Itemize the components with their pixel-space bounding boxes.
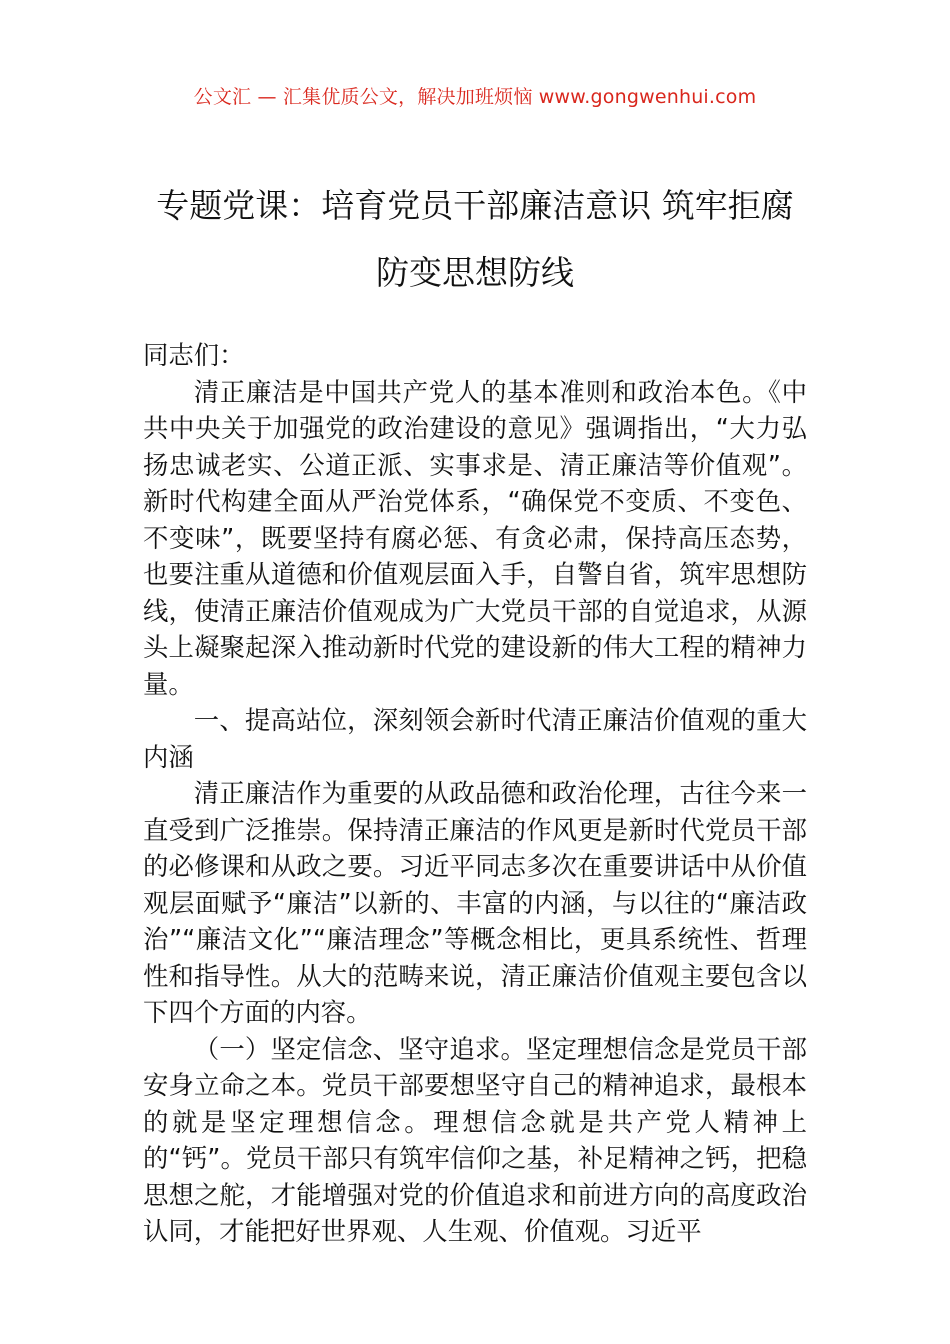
section-heading-1: 一、提高站位，深刻领会新时代清正廉洁价值观的重大内涵 (143, 705, 807, 772)
salutation: 同志们： (143, 340, 245, 370)
site-banner: 公文汇 — 汇集优质公文，解决加班烦恼 www.gongwenhui.com (193, 86, 757, 108)
document-title: 专题党课：培育党员干部廉洁意识 筑牢拒腐防变思想防线 (156, 186, 794, 292)
paragraph-intro: 清正廉洁是中国共产党人的基本准则和政治本色。《中共中央关于加强党的政治建设的意见》强调指出，“大力弘扬忠诚老实、公道正派、实事求是、清正廉洁等价值观”。新时代构建全面从严治党体系，“确保党不变质、不变色、不变味”，既要坚持有腐必惩、有贪必肃，保持高压态势，也要注重从道德和价值观层面入手，自警自省，筑牢思想防线，使清正廉洁价值观成为广大党员干部的自觉追求，从源头上凝聚起深入推动新时代党的建设新的伟大工程的精神力量。 (143, 376, 807, 699)
paragraph-section-1: 清正廉洁作为重要的从政品德和政治伦理，古往今来一直受到广泛推崇。保持清正廉洁的作风更是新时代党员干部的必修课和从政之要。习近平同志多次在重要讲话中从价值观层面赋予“廉洁”以新的、丰富的内涵，与以往的“廉洁政治”“廉洁文化”“廉洁理念”等概念相比，更具系统性、哲理性和指导性。从大的范畴来说，清正廉洁价值观主要包含以下四个方面的内容。 (143, 778, 807, 1027)
document-body (143, 337, 807, 1250)
paragraph-subsection-1: （一）坚定信念、坚守追求。坚定理想信念是党员干部安身立命之本。党员干部要想坚守自己的精神追求，最根本的就是坚定理想信念。理想信念就是共产党人精神上的“钙”。党员干部只有筑牢信仰之基，补足精神之钙，把稳思想之舵，才能增强对党的价值追求和前进方向的高度政治认同，才能把好世界观、人生观、价值观。习近平 (143, 1033, 807, 1246)
